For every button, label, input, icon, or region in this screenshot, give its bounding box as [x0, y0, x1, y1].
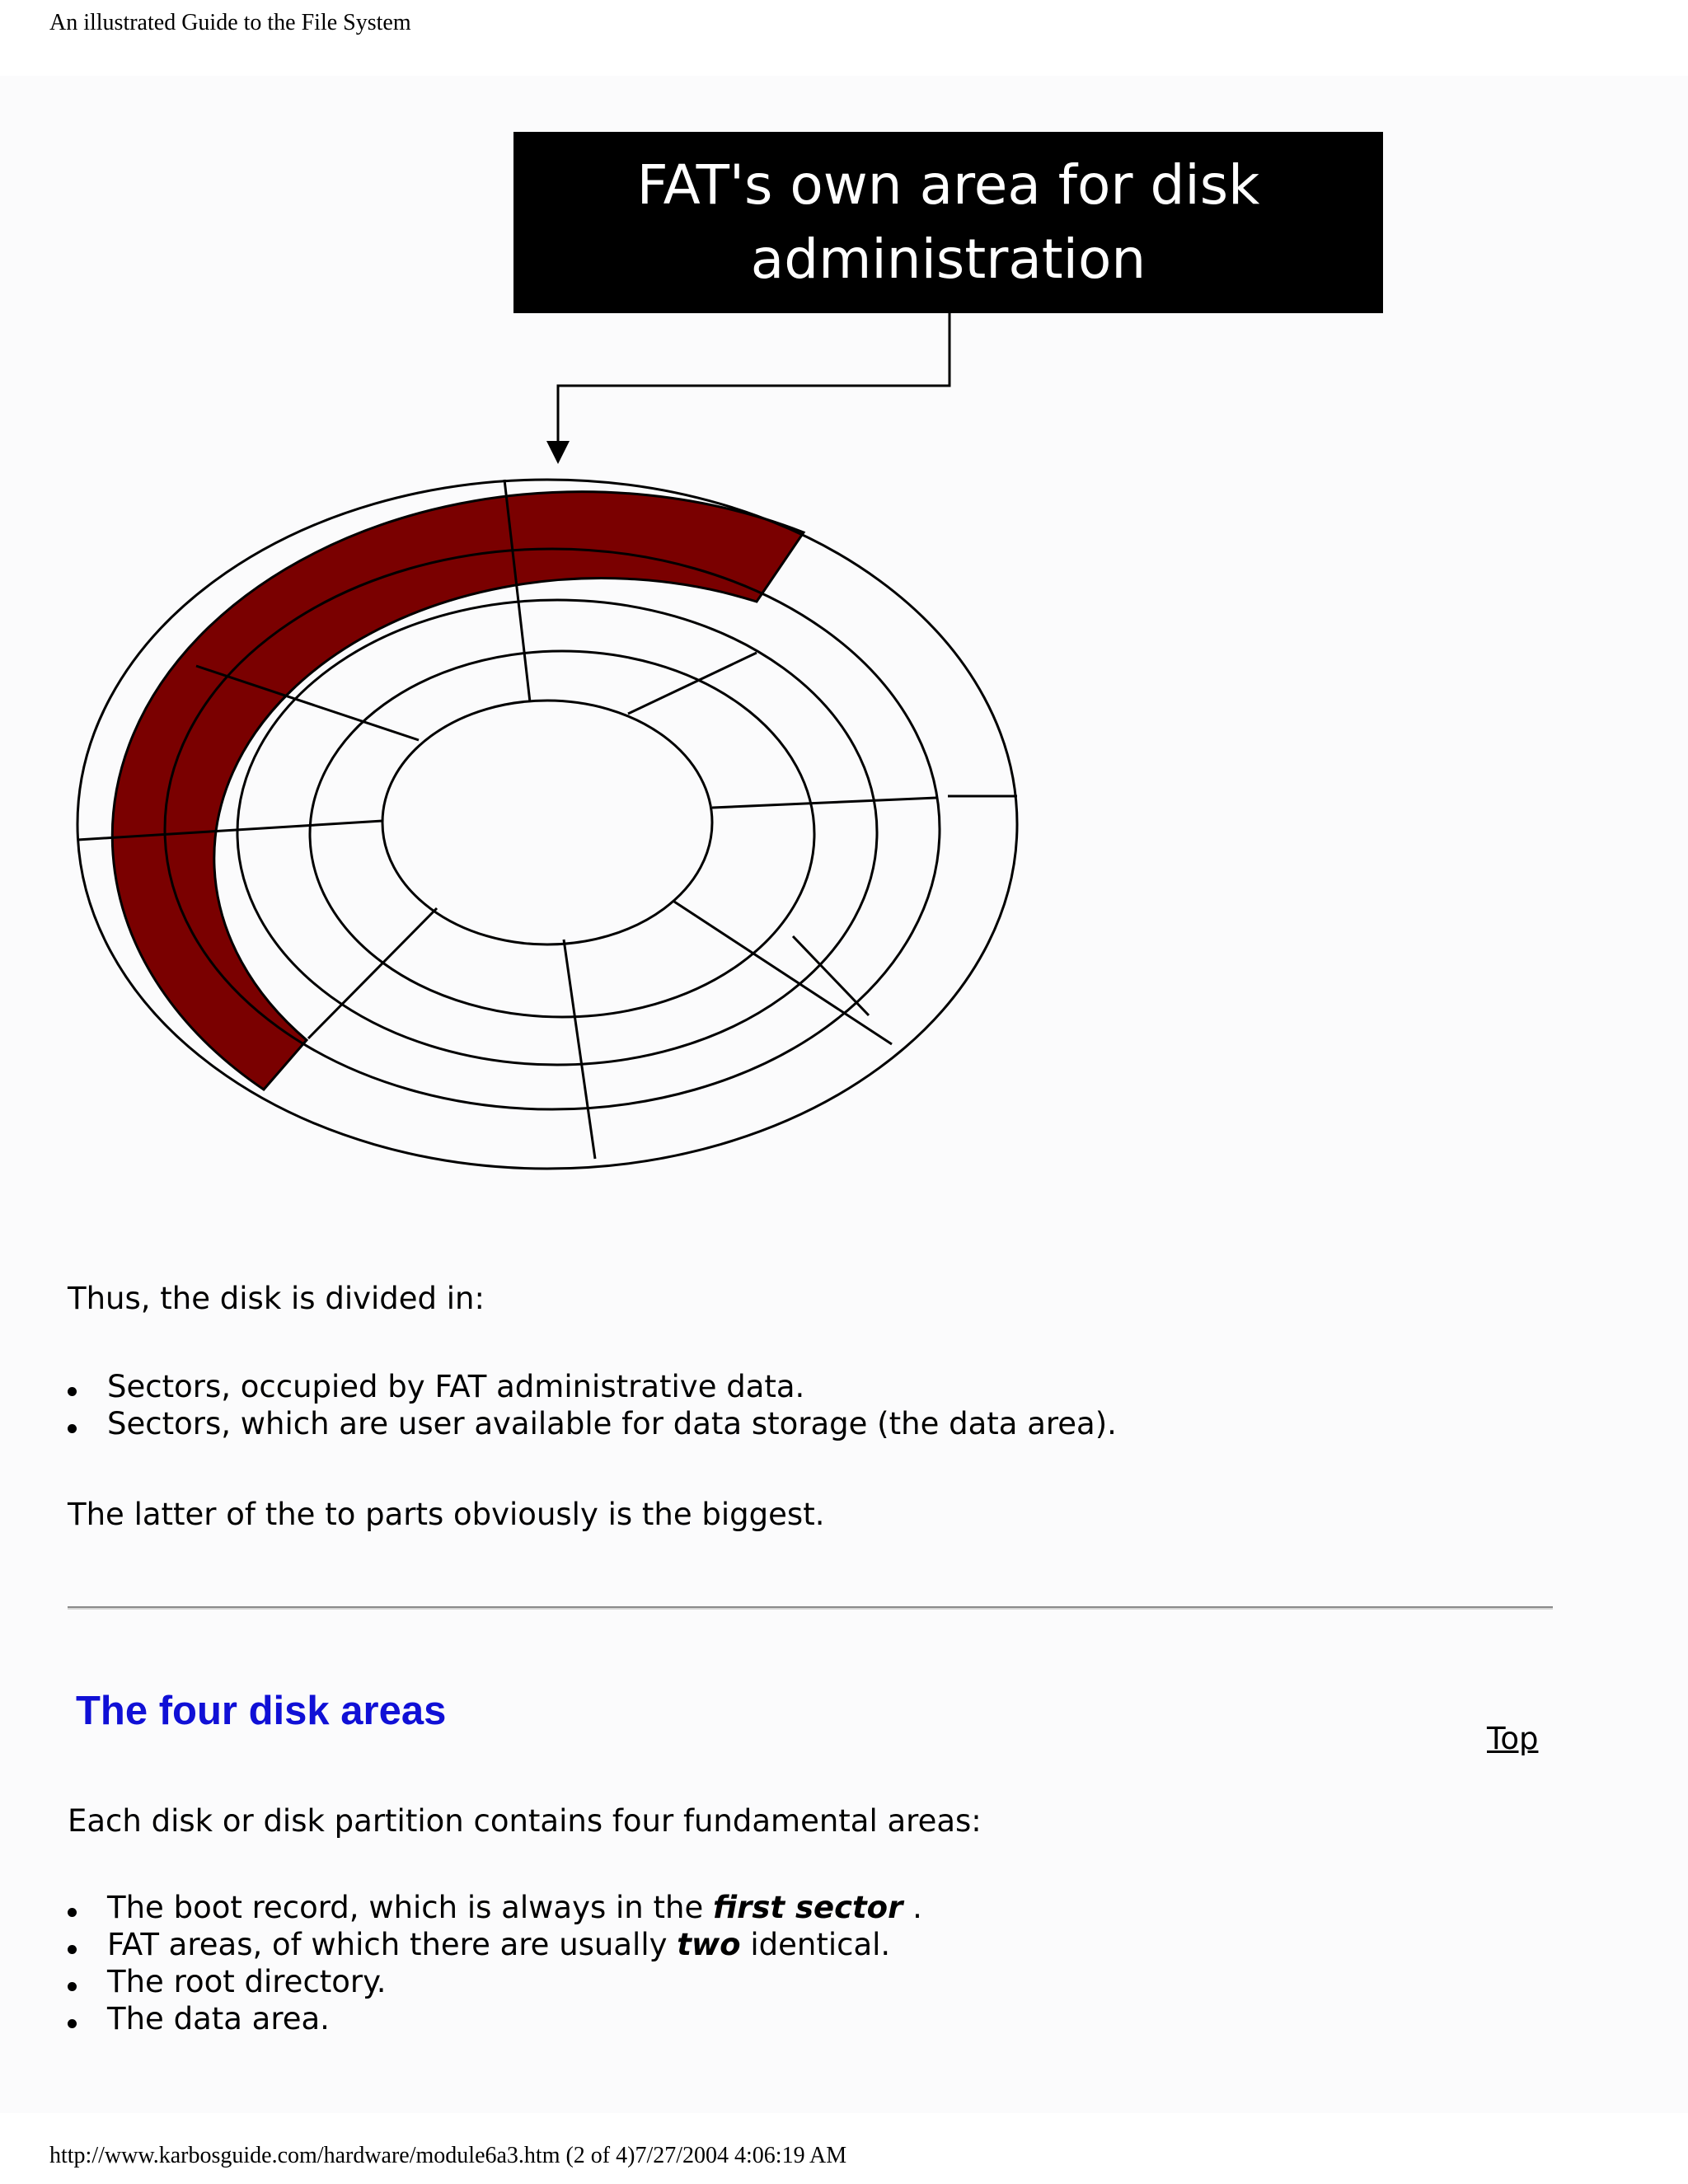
area-text: identical.: [740, 1927, 891, 1962]
area-text: FAT areas, of which there are usually: [107, 1927, 678, 1962]
section-title: The four disk areas: [76, 1689, 447, 1733]
list-item: [68, 1889, 922, 1926]
page-content: [0, 76, 1688, 2113]
area-text: The boot record, which is always in the: [107, 1890, 713, 1925]
track-3: [237, 600, 877, 1065]
print-header: An illustrated Guide to the File System: [49, 10, 411, 35]
division-intro: Thus, the disk is divided in:: [68, 1281, 485, 1316]
latter-note: The latter of the to parts obviously is the biggest.: [68, 1497, 825, 1532]
division-list: [68, 1368, 1117, 1442]
callout-connector: [558, 313, 950, 451]
area-emphasis: first sector: [712, 1890, 903, 1925]
area-text: .: [903, 1890, 922, 1925]
areas-list: [68, 1889, 922, 2037]
sector-line: [564, 940, 595, 1159]
connector-arrow-head: [546, 441, 570, 464]
top-link[interactable]: Top: [1487, 1721, 1539, 1756]
list-item: The data area.: [68, 2000, 922, 2037]
list-item: The root directory.: [68, 1963, 922, 2000]
callout-label: FAT's own area for disk administration: [636, 153, 1260, 291]
list-item: Sectors, occupied by FAT administrative data.: [68, 1368, 1117, 1405]
area-emphasis: two: [677, 1927, 741, 1962]
track-4: [310, 651, 814, 1017]
track-inner: [382, 701, 712, 944]
list-item: Sectors, which are user available for data storage (the data area).: [68, 1405, 1117, 1442]
areas-intro: Each disk or disk partition contains four fundamental areas:: [68, 1803, 982, 1839]
disk-diagram: [0, 76, 1688, 1312]
print-footer: http://www.karbosguide.com/hardware/module6a3.htm (2 of 4)7/27/2004 4:06:19 AM: [49, 2143, 847, 2168]
sector-line: [712, 798, 936, 808]
disk-drawing: [0, 76, 1688, 1230]
sector-line: [308, 908, 437, 1038]
section-divider: [68, 1606, 1553, 1610]
list-item: [68, 1926, 922, 1963]
